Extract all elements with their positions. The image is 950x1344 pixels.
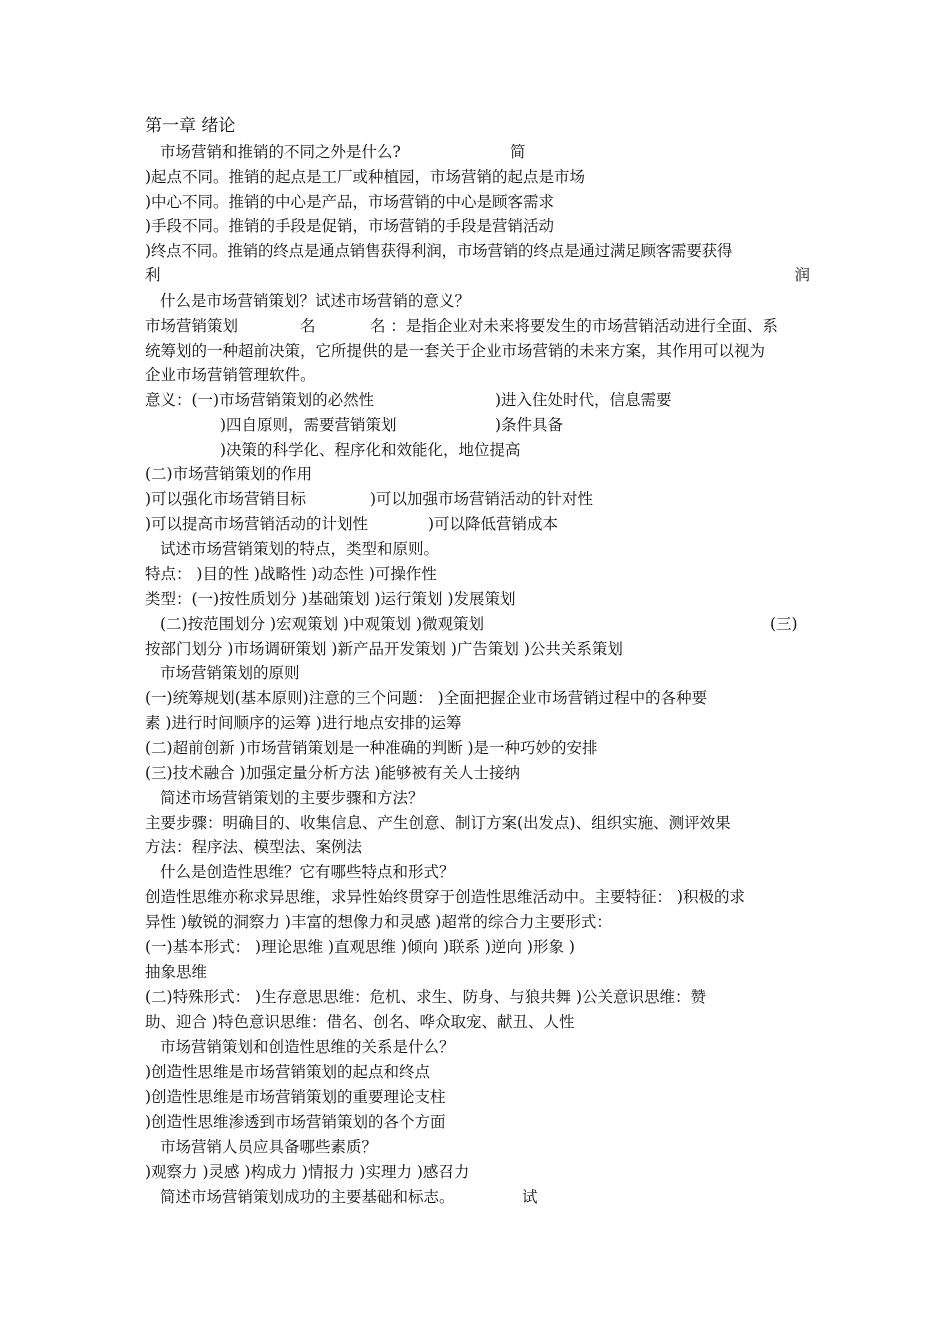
text-fragment: )进入住处时代，信息需要	[495, 391, 672, 409]
heading-line: 市场营销策划的原则	[160, 664, 300, 682]
text-line: )创造性思维是市场营销策划的起点和终点	[145, 1063, 431, 1081]
text-line: (二)特殊形式： )生存意思思维：危机、求生、防身、与狼共舞 )公关意识思维：赞	[145, 988, 707, 1006]
chapter-title: 第一章 绪论	[145, 116, 236, 136]
text-line: 主要步骤：明确目的、收集信息、产生创意、制订方案(出发点)、组织实施、测评效果	[145, 814, 731, 832]
text-fragment: 名 ：是指企业对未来将要发生的市场营销活动进行全面、系	[370, 317, 778, 335]
text-line: (二)超前创新 )市场营销策划是一种准确的判断 )是一种巧妙的安排	[145, 739, 598, 757]
text-line: 异性 )敏锐的洞察力 )丰富的想像力和灵感 )超常的综合力主要形式：	[145, 913, 612, 931]
text-fragment: )可以加强市场营销活动的针对性	[370, 490, 594, 508]
text-line: )决策的科学化、程序化和效能化，地位提高	[220, 441, 521, 459]
text-line: )手段不同。推销的手段是促销，市场营销的手段是营销活动	[145, 217, 555, 235]
text-fragment: 利	[145, 266, 161, 284]
text-fragment: 市场营销策划	[145, 317, 239, 335]
question-line: 试述市场营销策划的特点，类型和原则。	[160, 540, 440, 558]
text-line: 按部门划分 )市场调研策划 )新产品开发策划 )广告策划 )公共关系策划	[145, 640, 623, 658]
question-line: 市场营销和推销的不同之外是什么?	[160, 143, 401, 161]
text-line: 抽象思维	[145, 963, 208, 981]
text-line: 方法：程序法、模型法、案例法	[145, 838, 363, 856]
text-line: )终点不同。推销的终点是通点销售获得利润，市场营销的终点是通过满足顾客需要获得	[145, 242, 733, 260]
text-fragment: )可以强化市场营销目标	[145, 490, 307, 508]
text-line-justified	[145, 264, 810, 286]
text-fragment: )四自原则，需要营销策划	[220, 416, 397, 434]
text-line: (三)技术融合 )加强定量分析方法 )能够被有关人士接纳	[145, 764, 521, 782]
text-fragment: )可以降低营销成本	[428, 515, 559, 533]
text-line: )观察力 )灵感 )构成力 )情报力 )实理力 )感召力	[145, 1163, 470, 1181]
text-fragment: (二)按范围划分 )宏观策划 )中观策划 )微观策划	[160, 615, 485, 633]
text-line: )中心不同。推销的中心是产品，市场营销的中心是顾客需求	[145, 193, 555, 211]
question-line: 简述市场营销策划的主要步骤和方法？	[160, 789, 424, 807]
text-fragment: )条件具备	[495, 416, 564, 434]
text-line: 素 )进行时间顺序的运筹 )进行地点安排的运筹	[145, 714, 462, 732]
text-line: (二)市场营销策划的作用	[145, 465, 313, 483]
question-line: 什么是创造性思维？它有哪些特点和形式？	[160, 863, 455, 881]
text-fragment: )可以提高市场营销活动的计划性	[145, 515, 369, 533]
question-line: 什么是市场营销策划？试述市场营销的意义？	[160, 292, 471, 310]
text-fragment: 试	[522, 1188, 538, 1206]
question-line: 市场营销策划和创造性思维的关系是什么？	[160, 1038, 455, 1056]
text-fragment: 简	[510, 143, 526, 161]
text-line: (一)基本形式： )理论思维 )直观思维 )倾向 )联系 )逆向 )形象 )	[145, 938, 575, 956]
text-line: 企业市场营销管理软件。	[145, 366, 316, 384]
question-line: 简述市场营销策划成功的主要基础和标志。	[160, 1188, 455, 1206]
text-line: )起点不同。推销的起点是工厂或种植园，市场营销的起点是市场	[145, 168, 586, 186]
text-line: )创造性思维渗透到市场营销策划的各个方面	[145, 1113, 446, 1131]
text-line: 统筹划的一种超前决策，它所提供的是一套关于企业市场营销的未来方案，其作用可以视为	[145, 342, 766, 360]
text-fragment: 润	[794, 266, 810, 284]
question-line: 市场营销人员应具备哪些素质？	[160, 1138, 378, 1156]
text-fragment: (三)	[770, 615, 798, 633]
text-line: 助、迎合 )特色意识思维：借名、创名、哗众取宠、献丑、人性	[145, 1013, 575, 1031]
text-line: )创造性思维是市场营销策划的重要理论支柱	[145, 1088, 446, 1106]
text-fragment: 名	[300, 317, 316, 335]
text-line: 类型：(一)按性质划分 )基础策划 )运行策划 )发展策划	[145, 590, 516, 608]
text-line: 特点： )目的性 )战略性 )动态性 )可操作性	[145, 565, 437, 583]
text-line: 创造性思维亦称求异思维，求异性始终贯穿于创造性思维活动中。主要特征： )积极的求	[145, 888, 745, 906]
text-line: (一)统筹规划(基本原则)注意的三个问题： )全面把握企业市场营销过程中的各种要	[145, 689, 708, 707]
text-fragment: 意义：(一)市场营销策划的必然性	[145, 391, 375, 409]
